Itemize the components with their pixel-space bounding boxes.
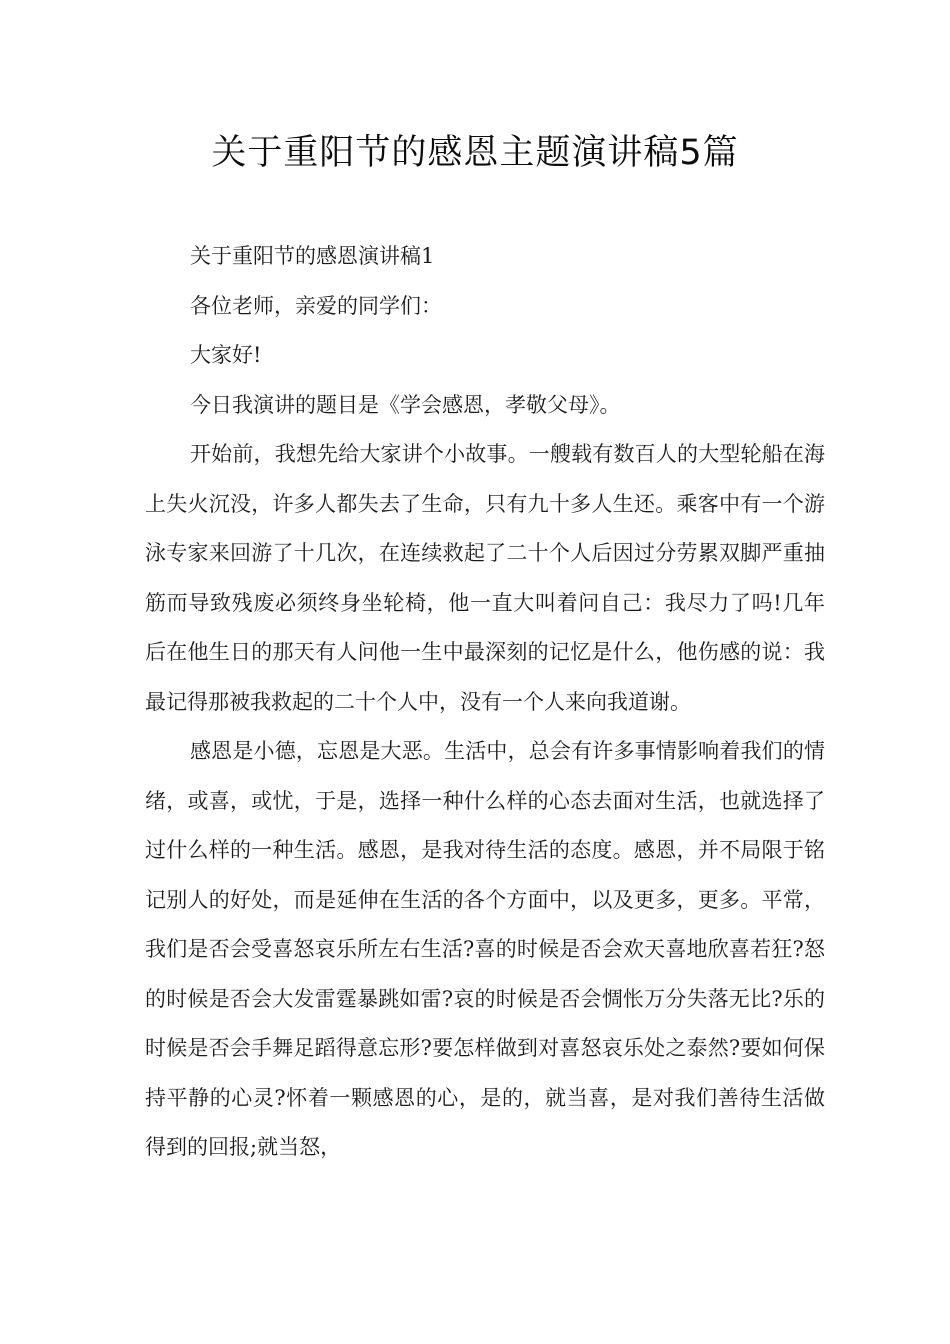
salutation: 各位老师，亲爱的同学们：	[190, 293, 442, 318]
topic-line: 今日我演讲的题目是《学会感恩，孝敬父母》。	[190, 392, 621, 417]
document-title: 关于重阳节的感恩主题演讲稿5篇	[211, 133, 739, 173]
document-body	[145, 232, 825, 1173]
paragraph-story: 开始前，我想先给大家讲个小故事。一艘载有数百人的大型轮船在海上失火沉没，许多人都失去了生命，只有九十多人生还。乘客中有一个游泳专家来回游了十几次，在连续救起了二十个人后因过分劳累双脚严重抽筋而导致残废必须终身坐轮椅，他一直大叫着问自己：我尽力了吗!几年后在他生日的那天有人问他一生中最深刻的记忆是什么，他伤感的说：我最记得那被我救起的二十个人中，没有一个人来向我道谢。	[145, 442, 825, 714]
greeting: 大家好!	[190, 343, 262, 367]
paragraph-gratitude: 感恩是小德，忘恩是大恶。生活中，总会有许多事情影响着我们的情绪，或喜，或忧，于是，选择一种什么样的心态去面对生活，也就选择了过什么样的一种生活。感恩，是我对待生活的态度。感恩，并不局限于铭记别人的好处，而是延伸在生活的各个方面中，以及更多，更多。平常，我们是否会受喜怒哀乐所左右生活?喜的时候是否会欢天喜地欣喜若狂?怒的时候是否会大发雷霆暴跳如雷?哀的时候是否会惆怅万分失落无比?乐的时候是否会手舞足蹈得意忘形?要怎样做到对喜怒哀乐处之泰然?要如何保持平静的心灵?怀着一颗感恩的心，是的，就当喜，是对我们善待生活做得到的回报;就当怒，	[145, 739, 825, 1159]
section-heading: 关于重阳节的感恩演讲稿1	[190, 244, 435, 268]
